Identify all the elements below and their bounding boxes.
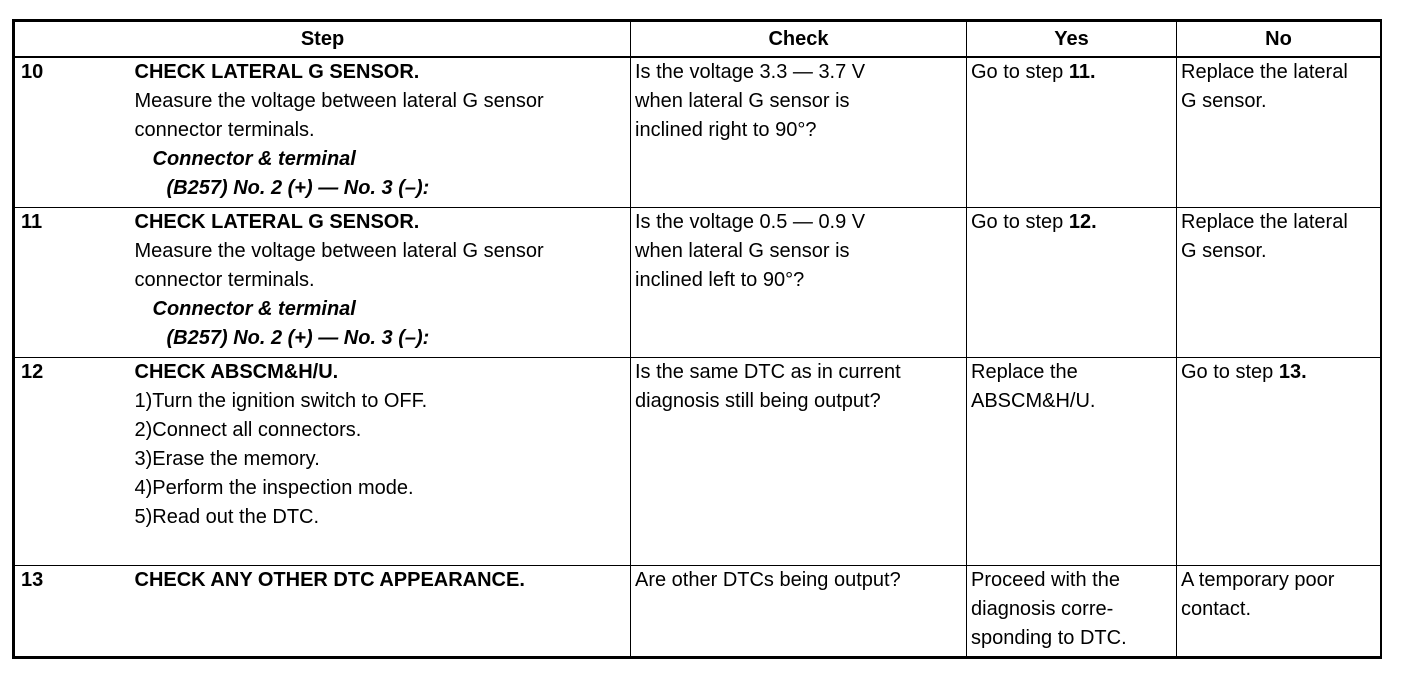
procedure-table-frame <box>12 19 1382 659</box>
step-description <box>131 357 631 565</box>
no-line: Replace the lateral <box>1181 210 1348 233</box>
no-cell <box>1177 357 1381 565</box>
yes-cell <box>967 357 1177 565</box>
yes-line: Replace the <box>971 360 1078 383</box>
check-line: when lateral G sensor is <box>635 90 850 112</box>
step-description <box>131 565 631 657</box>
yes-text: Go to step <box>971 61 1069 83</box>
step-body-line: 4)Perform the inspection mode. <box>134 476 414 499</box>
yes-line: sponding to DTC. <box>971 626 1127 649</box>
table-row <box>15 357 1381 565</box>
step-body-line: Measure the voltage between lateral G sensor <box>134 90 544 112</box>
header-no: No <box>1177 22 1381 58</box>
yes-line <box>971 208 1172 237</box>
no-line: G sensor. <box>1181 239 1267 262</box>
check-cell <box>631 207 967 357</box>
yes-cell <box>967 57 1177 207</box>
connector-value: (B257) No. 2 (+) — No. 3 (–): <box>166 177 430 199</box>
no-line: Replace the lateral <box>1181 61 1348 83</box>
yes-line <box>971 58 1172 87</box>
check-line: inclined left to 90°? <box>635 268 805 291</box>
step-title: CHECK LATERAL G SENSOR. <box>134 61 420 83</box>
step-title: CHECK ANY OTHER DTC APPEARANCE. <box>134 568 525 591</box>
yes-line: diagnosis corre- <box>971 597 1114 620</box>
step-description <box>131 207 631 357</box>
step-body-line: Measure the voltage between lateral G sensor <box>134 239 544 262</box>
check-line: Are other DTCs being output? <box>635 568 901 591</box>
check-line: Is the same DTC as in current <box>635 360 901 383</box>
no-cell <box>1177 57 1381 207</box>
step-title: CHECK LATERAL G SENSOR. <box>134 210 420 233</box>
no-cell <box>1177 207 1381 357</box>
yes-cell <box>967 207 1177 357</box>
table-row <box>15 57 1381 207</box>
no-cell <box>1177 565 1381 657</box>
step-number: 12 <box>15 357 131 565</box>
table-row <box>15 565 1381 657</box>
step-body-line: 5)Read out the DTC. <box>134 505 320 528</box>
check-line: inclined right to 90°? <box>635 119 817 141</box>
no-step-ref: 13. <box>1278 360 1307 383</box>
check-line: diagnosis still being output? <box>635 389 881 412</box>
step-body-line: 3)Erase the memory. <box>134 447 320 470</box>
yes-cell <box>967 565 1177 657</box>
connector-label: Connector & terminal <box>152 297 356 320</box>
step-description <box>131 57 631 207</box>
header-row <box>15 22 1381 58</box>
yes-step-ref: 12. <box>1068 210 1097 233</box>
check-line: when lateral G sensor is <box>635 239 850 262</box>
step-body-line: connector terminals. <box>134 119 315 141</box>
no-line <box>1181 358 1376 387</box>
no-line: A temporary poor <box>1181 568 1335 591</box>
yes-line: Proceed with the <box>971 568 1120 591</box>
connector-label: Connector & terminal <box>152 148 356 170</box>
step-number: 13 <box>15 565 131 657</box>
step-title: CHECK ABSCM&H/U. <box>134 360 339 383</box>
check-cell <box>631 57 967 207</box>
check-cell <box>631 565 967 657</box>
step-body-line: 1)Turn the ignition switch to OFF. <box>134 389 428 412</box>
yes-line: ABSCM&H/U. <box>971 389 1096 412</box>
no-line: G sensor. <box>1181 90 1267 112</box>
header-step: Step <box>15 22 631 58</box>
connector-value: (B257) No. 2 (+) — No. 3 (–): <box>166 326 430 349</box>
table-row <box>15 207 1381 357</box>
header-yes: Yes <box>967 22 1177 58</box>
step-number: 10 <box>15 57 131 207</box>
step-body-line: connector terminals. <box>134 268 315 291</box>
diagnostic-procedure-table <box>14 21 1381 657</box>
check-line: Is the voltage 0.5 — 0.9 V <box>635 210 866 233</box>
no-text: Go to step <box>1181 360 1279 383</box>
step-body-line: 2)Connect all connectors. <box>134 418 362 441</box>
check-cell <box>631 357 967 565</box>
no-line: contact. <box>1181 597 1252 620</box>
yes-text: Go to step <box>971 210 1069 233</box>
header-check: Check <box>631 22 967 58</box>
check-line: Is the voltage 3.3 — 3.7 V <box>635 61 866 83</box>
step-number: 11 <box>15 207 131 357</box>
yes-step-ref: 11. <box>1068 61 1096 83</box>
